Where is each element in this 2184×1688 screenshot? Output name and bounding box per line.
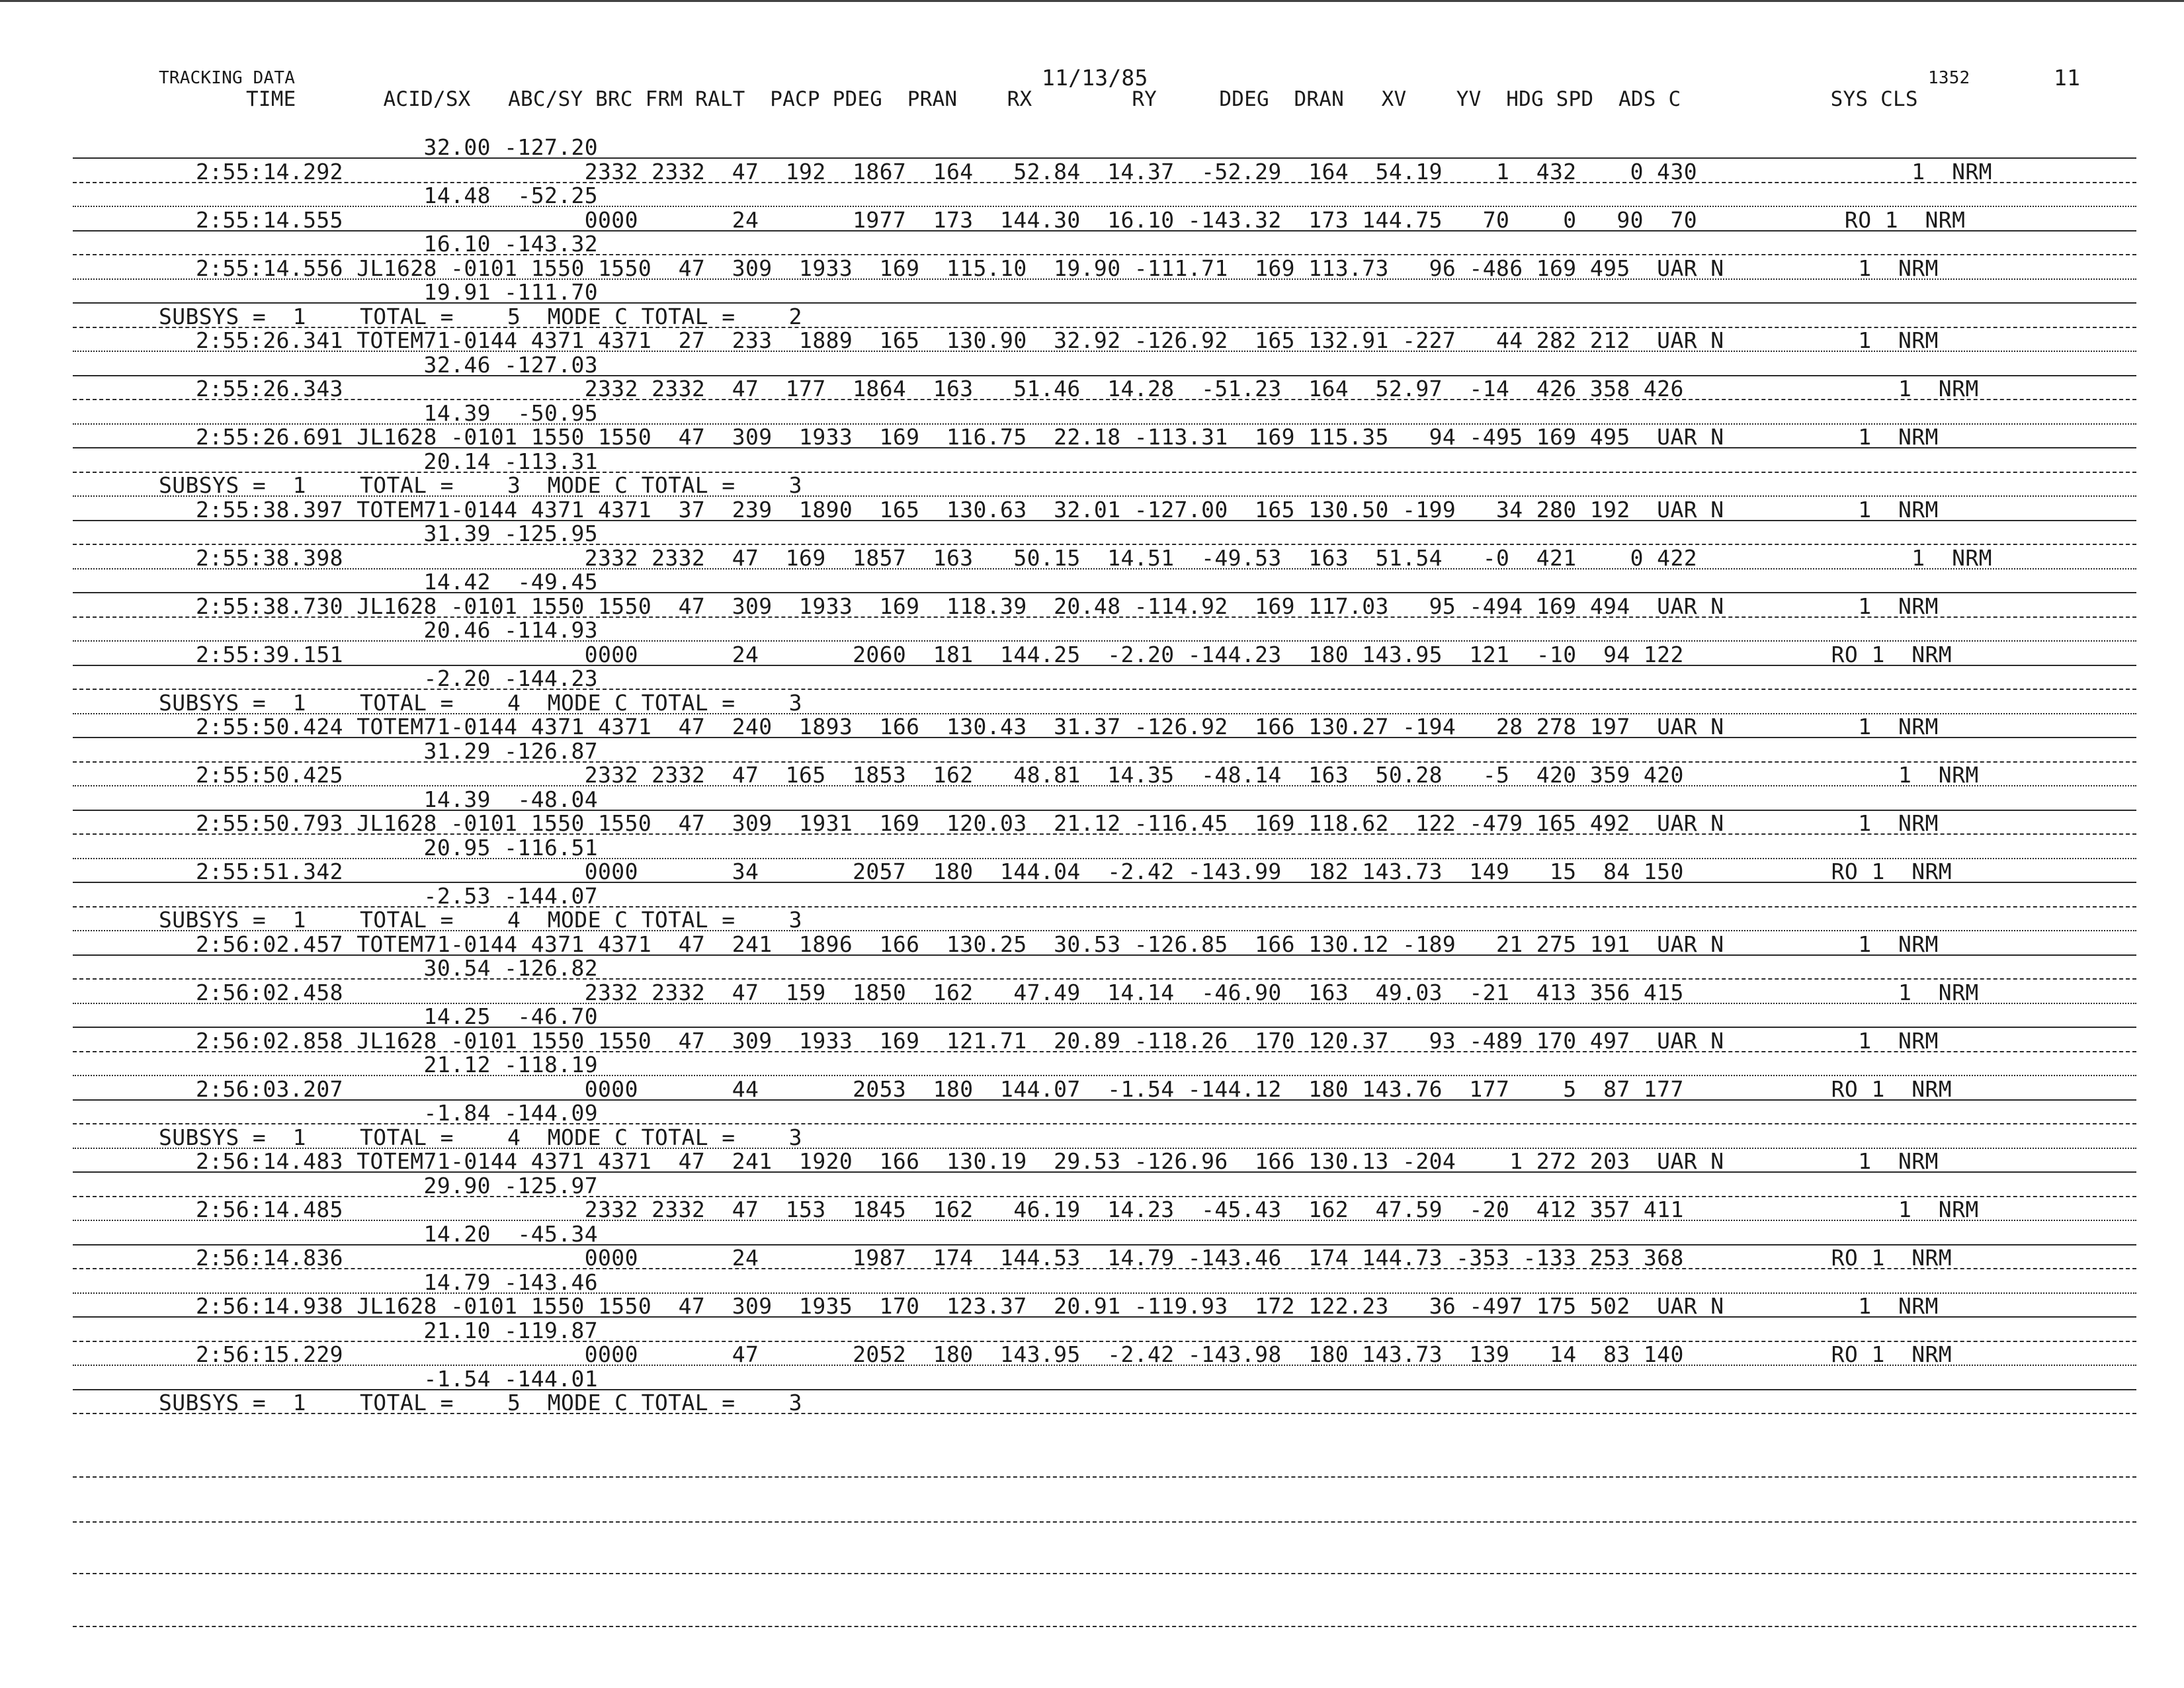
- ruled-line: [73, 810, 2136, 811]
- track-record-line: 2:55:50.424 TOTEM71-0144 4371 4371 47 240 1893 166 130.43 31.37 -126.92 166 130.27 -194 28 278 197 UAR N 1 NRM: [196, 714, 1939, 739]
- ruled-line: [73, 1075, 2136, 1076]
- ruled-line: [73, 616, 2136, 618]
- track-record-line: 2:56:03.207 0000 44 2053 180 144.07 -1.54 -144.12 180 143.76 177 5 87 177 RO 1 NRM: [196, 1076, 1953, 1102]
- ruled-line: [73, 592, 2136, 593]
- ruled-line: [73, 858, 2136, 859]
- coordinate-line: 21.10 -119.87: [196, 1317, 599, 1343]
- track-record-line: 2:56:02.458 2332 2332 47 159 1850 162 47.49 14.14 -46.90 163 49.03 -21 413 356 415 1 NRM: [196, 979, 1979, 1005]
- track-record-line: 2:56:14.485 2332 2332 47 153 1845 162 46.19 14.23 -45.43 162 47.59 -20 412 357 411 1 NRM: [196, 1197, 1979, 1222]
- ruled-line: [73, 1389, 2136, 1390]
- track-record-line: 2:55:38.397 TOTEM71-0144 4371 4371 37 239 1890 165 130.63 32.01 -127.00 165 130.50 -199 34 280 192 UAR N 1 NRM: [196, 496, 1939, 523]
- coordinate-line: 14.79 -143.46: [196, 1269, 599, 1295]
- coordinate-line: 30.54 -126.82: [196, 955, 599, 981]
- coordinate-line: 14.48 -52.25: [196, 183, 599, 208]
- coordinate-line: -1.84 -144.09: [196, 1100, 599, 1126]
- coordinate-line: 14.25 -46.70: [196, 1003, 599, 1029]
- ruled-line: [73, 230, 2136, 232]
- track-record-line: 2:56:14.483 TOTEM71-0144 4371 4371 47 241 1920 166 130.19 29.53 -126.96 166 130.13 -204 1 272 203 UAR N 1 NRM: [196, 1148, 1939, 1174]
- ruled-line: [73, 1316, 2136, 1318]
- ruled-line: [73, 423, 2136, 425]
- ruled-line: [73, 785, 2136, 786]
- report-date: 11/13/85: [1042, 65, 1148, 91]
- page-top-edge: [0, 0, 2184, 2]
- coordinate-line: 14.39 -50.95: [196, 400, 599, 426]
- track-record-line: 2:55:39.151 0000 24 2060 181 144.25 -2.20 -144.23 180 143.95 121 -10 94 122 RO 1 NRM: [196, 641, 1953, 667]
- track-record-line: 2:56:02.457 TOTEM71-0144 4371 4371 47 241 1896 166 130.25 30.53 -126.85 166 130.12 -189 21 275 191 UAR N 1 NRM: [196, 931, 1939, 957]
- ruled-line: [73, 1292, 2136, 1294]
- ruled-line: [73, 254, 2136, 255]
- coordinate-line: 14.42 -49.45: [196, 569, 599, 595]
- ruled-line: [73, 520, 2136, 521]
- ruled-line: [73, 182, 2136, 183]
- ruled-line: [73, 495, 2136, 497]
- ruled-line: [73, 327, 2136, 328]
- ruled-line: [73, 882, 2136, 883]
- coordinate-line: 31.29 -126.87: [196, 738, 599, 764]
- coordinate-line: -2.20 -144.23: [196, 665, 599, 691]
- coordinate-line: 20.14 -113.31: [196, 448, 599, 474]
- track-record-line: 2:55:51.342 0000 34 2057 180 144.04 -2.42 -143.99 182 143.73 149 15 84 150 RO 1 NRM: [196, 859, 1953, 884]
- ruled-line: [73, 640, 2136, 642]
- coordinate-line: 20.46 -114.93: [196, 617, 599, 643]
- coordinate-line: 14.39 -48.04: [196, 786, 599, 812]
- ruled-line: [73, 689, 2136, 690]
- subsys-summary-line: SUBSYS = 1 TOTAL = 5 MODE C TOTAL = 2: [159, 303, 802, 329]
- subsys-summary-line: SUBSYS = 1 TOTAL = 5 MODE C TOTAL = 3: [159, 1390, 802, 1415]
- subsys-summary-line: SUBSYS = 1 TOTAL = 4 MODE C TOTAL = 3: [159, 1124, 802, 1150]
- coordinate-line: 19.91 -111.70: [196, 279, 599, 305]
- track-record-line: 2:56:02.858 JL1628 -0101 1550 1550 47 309 1933 169 121.71 20.89 -118.26 170 120.37 93 -489 170 497 UAR N 1 NRM: [196, 1027, 1939, 1054]
- ruled-line: [73, 375, 2136, 376]
- ruled-line: [73, 157, 2136, 159]
- ruled-line: [73, 1244, 2136, 1245]
- coordinate-line: -1.54 -144.01: [196, 1365, 599, 1392]
- ruled-line: [73, 954, 2136, 956]
- ruled-line: [73, 1268, 2136, 1269]
- track-record-line: 2:55:50.793 JL1628 -0101 1550 1550 47 309 1931 169 120.03 21.12 -116.45 169 118.62 122 -479 165 492 UAR N 1 NRM: [196, 810, 1939, 836]
- ruled-line: [73, 1003, 2136, 1004]
- track-record-line: 2:55:14.555 0000 24 1977 173 144.30 16.10 -143.32 173 144.75 70 0 90 70 RO 1 NRM: [196, 206, 1966, 233]
- ruled-line: [73, 568, 2136, 570]
- track-record-line: 2:55:38.398 2332 2332 47 169 1857 163 50.15 14.51 -49.53 163 51.54 -0 421 0 422 1 NRM: [196, 544, 1992, 571]
- ruled-line: [73, 278, 2136, 280]
- ruled-line: [73, 1027, 2136, 1028]
- ruled-line: [73, 472, 2136, 473]
- ruled-line: [73, 737, 2136, 738]
- blank-ruled-line: [73, 1626, 2136, 1627]
- ruled-line: [73, 544, 2136, 545]
- ruled-line: [73, 1099, 2136, 1101]
- ruled-line: [73, 1171, 2136, 1173]
- blank-ruled-line: [73, 1573, 2136, 1574]
- column-headers: TIME ACID/SX ABC/SY BRC FRM RALT PACP PDEG PRAN RX RY DDEG DRAN XV YV HDG SPD ADS C SYS CLS: [246, 87, 1918, 111]
- subsys-summary-line: SUBSYS = 1 TOTAL = 4 MODE C TOTAL = 3: [159, 689, 802, 716]
- track-record-line: 2:55:26.691 JL1628 -0101 1550 1550 47 309 1933 169 116.75 22.18 -113.31 169 115.35 94 -495 169 495 UAR N 1 NRM: [196, 424, 1939, 450]
- ruled-line: [73, 833, 2136, 835]
- ruled-line: [73, 302, 2136, 304]
- track-record-line: 2:55:14.556 JL1628 -0101 1550 1550 47 309 1933 169 115.10 19.90 -111.71 169 113.73 96 -486 169 495 UAR N 1 NRM: [196, 255, 1939, 281]
- ruled-line: [73, 713, 2136, 714]
- ruled-line: [73, 1196, 2136, 1197]
- track-record-line: 2:55:14.292 2332 2332 47 192 1867 164 52.84 14.37 -52.29 164 54.19 1 432 0 430 1 NRM: [196, 158, 1992, 185]
- blank-ruled-line: [73, 1476, 2136, 1478]
- report-page-number: 11: [2054, 65, 2081, 91]
- blank-ruled-line: [73, 1521, 2136, 1523]
- report-title: TRACKING DATA: [159, 68, 296, 88]
- coordinate-line: 32.00 -127.20: [196, 134, 599, 160]
- subsys-summary-line: SUBSYS = 1 TOTAL = 4 MODE C TOTAL = 3: [159, 907, 802, 933]
- coordinate-line: 14.20 -45.34: [196, 1220, 599, 1247]
- coordinate-line: 16.10 -143.32: [196, 231, 599, 257]
- subsys-summary-line: SUBSYS = 1 TOTAL = 3 MODE C TOTAL = 3: [159, 472, 802, 498]
- track-record-line: 2:56:14.938 JL1628 -0101 1550 1550 47 309 1935 170 123.37 20.91 -119.93 172 122.23 36 -497 175 502 UAR N 1 NRM: [196, 1293, 1939, 1319]
- track-record-line: 2:55:26.341 TOTEM71-0144 4371 4371 27 233 1889 165 130.90 32.92 -126.92 165 132.91 -227 44 282 212 UAR N 1 NRM: [196, 327, 1939, 353]
- ruled-line: [73, 930, 2136, 931]
- ruled-line: [73, 1051, 2136, 1052]
- ruled-line: [73, 399, 2136, 400]
- ruled-line: [73, 1148, 2136, 1149]
- ruled-line: [73, 206, 2136, 207]
- ruled-line: [73, 1365, 2136, 1366]
- ruled-line: [73, 447, 2136, 448]
- ruled-line: [73, 1220, 2136, 1221]
- track-record-line: 2:55:26.343 2332 2332 47 177 1864 163 51.46 14.28 -51.23 164 52.97 -14 426 358 426 1 NRM: [196, 376, 1979, 401]
- ruled-line: [73, 1413, 2136, 1414]
- ruled-line: [73, 1341, 2136, 1342]
- ruled-line: [73, 351, 2136, 352]
- coordinate-line: 20.95 -116.51: [196, 834, 599, 861]
- track-record-line: 2:55:38.730 JL1628 -0101 1550 1550 47 309 1933 169 118.39 20.48 -114.92 169 117.03 95 -494 169 494 UAR N 1 NRM: [196, 593, 1939, 619]
- ruled-line: [73, 761, 2136, 763]
- coordinate-line: 31.39 -125.95: [196, 521, 599, 546]
- coordinate-line: 21.12 -118.19: [196, 1052, 599, 1077]
- track-record-line: 2:55:50.425 2332 2332 47 165 1853 162 48.81 14.35 -48.14 163 50.28 -5 420 359 420 1 NRM: [196, 762, 1979, 788]
- ruled-line: [73, 906, 2136, 907]
- coordinate-line: 32.46 -127.03: [196, 351, 599, 378]
- track-record-line: 2:56:15.229 0000 47 2052 180 143.95 -2.42 -143.98 180 143.73 139 14 83 140 RO 1 NRM: [196, 1341, 1953, 1367]
- ruled-line: [73, 1123, 2136, 1124]
- ruled-line: [73, 978, 2136, 980]
- report-code: 1352: [1928, 68, 1970, 88]
- coordinate-line: -2.53 -144.07: [196, 882, 599, 909]
- coordinate-line: 29.90 -125.97: [196, 1172, 599, 1199]
- track-record-line: 2:56:14.836 0000 24 1987 174 144.53 14.79 -143.46 174 144.73 -353 -133 253 368 RO 1 NRM: [196, 1245, 1953, 1271]
- ruled-line: [73, 665, 2136, 666]
